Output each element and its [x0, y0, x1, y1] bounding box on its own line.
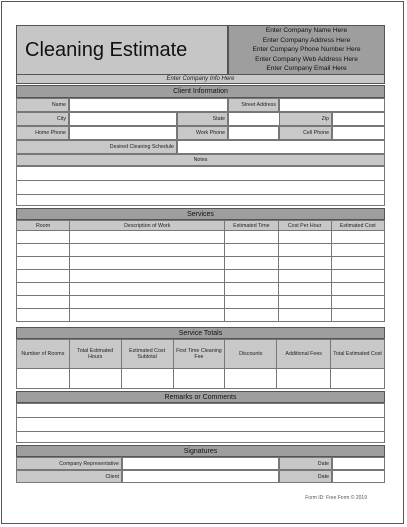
- company-phone[interactable]: Enter Company Phone Number Here: [252, 46, 361, 54]
- zip-field[interactable]: [332, 112, 385, 126]
- form-title: [16, 25, 228, 75]
- remarks-header: Remarks or Comments: [16, 391, 385, 403]
- zip-label: Zip: [279, 112, 332, 126]
- services-header: Services: [16, 208, 385, 220]
- form-footer: Form ID: Free Form © 2019: [305, 495, 367, 501]
- table-row[interactable]: [17, 296, 385, 309]
- table-row[interactable]: [17, 244, 385, 257]
- client-info-header: Client Information: [16, 85, 385, 98]
- col-estimated-cost: Estimated Cost: [331, 221, 384, 231]
- remarks-line: [17, 404, 384, 418]
- company-email[interactable]: Enter Company Email Here: [266, 65, 347, 73]
- col-number-of-rooms: Number of Rooms: [17, 340, 70, 369]
- company-info-line[interactable]: Enter Company Info Here: [16, 75, 385, 84]
- col-estimated-cost-subtotal: Estimated Cost Subtotal: [121, 340, 173, 369]
- col-additional-fees: Additional Fees: [277, 340, 331, 369]
- service-totals-header: Service Totals: [16, 327, 385, 339]
- work-phone-field[interactable]: [228, 126, 279, 140]
- date-field-2[interactable]: [332, 470, 385, 483]
- desired-schedule-label: Desired Cleaning Schedule: [16, 140, 177, 154]
- notes-field[interactable]: [16, 166, 385, 206]
- company-rep-label: Company Representative: [16, 457, 122, 470]
- street-address-label: Street Address: [228, 98, 279, 112]
- home-phone-field[interactable]: [69, 126, 177, 140]
- cell-phone-label: Cell Phone: [279, 126, 332, 140]
- col-total-estimated-hours: Total Estimated Hours: [69, 340, 121, 369]
- state-label: State: [177, 112, 228, 126]
- date-field-1[interactable]: [332, 457, 385, 470]
- notes-line: [17, 167, 384, 181]
- client-label: Client: [16, 470, 122, 483]
- client-signature[interactable]: [122, 470, 279, 483]
- notes-label: Notes: [16, 154, 385, 166]
- company-address[interactable]: Enter Company Address Here: [262, 36, 351, 44]
- desired-schedule-field[interactable]: [177, 140, 385, 154]
- col-total-estimated-cost: Total Estimated Cost: [331, 340, 385, 369]
- table-row[interactable]: [17, 231, 385, 244]
- city-field[interactable]: [69, 112, 177, 126]
- col-first-time-fee: First Time Cleaning Fee: [173, 340, 225, 369]
- name-label: Name: [16, 98, 69, 112]
- name-field[interactable]: [69, 98, 228, 112]
- signatures-header: Signatures: [16, 445, 385, 457]
- table-row[interactable]: [17, 309, 385, 322]
- date-label-2: Date: [279, 470, 332, 483]
- cell-phone-field[interactable]: [332, 126, 385, 140]
- col-estimated-time: Estimated Time: [225, 221, 278, 231]
- city-label: City: [16, 112, 69, 126]
- service-totals-table: [16, 339, 385, 389]
- table-row[interactable]: [17, 257, 385, 270]
- services-table: [16, 220, 385, 322]
- remarks-field[interactable]: [16, 403, 385, 443]
- company-rep-signature[interactable]: [122, 457, 279, 470]
- table-row[interactable]: [17, 270, 385, 283]
- work-phone-label: Work Phone: [177, 126, 228, 140]
- form-title-text: Cleaning Estimate: [25, 38, 188, 61]
- date-label-1: Date: [279, 457, 332, 470]
- company-web[interactable]: Enter Company Web Address Here: [255, 55, 358, 63]
- company-name[interactable]: Enter Company Name Here: [265, 27, 348, 35]
- home-phone-label: Home Phone: [16, 126, 69, 140]
- table-row[interactable]: [17, 283, 385, 296]
- company-header-box: [228, 25, 385, 75]
- estimate-form-page: [1, 1, 404, 524]
- street-address-field[interactable]: [279, 98, 385, 112]
- table-row[interactable]: [17, 369, 385, 389]
- remarks-line: [17, 418, 384, 432]
- col-description: Description of Work: [70, 221, 225, 231]
- col-discounts: Discounts: [225, 340, 277, 369]
- notes-line: [17, 181, 384, 195]
- col-room: Room: [17, 221, 70, 231]
- col-cost-per-hour: Cost Per Hour: [278, 221, 331, 231]
